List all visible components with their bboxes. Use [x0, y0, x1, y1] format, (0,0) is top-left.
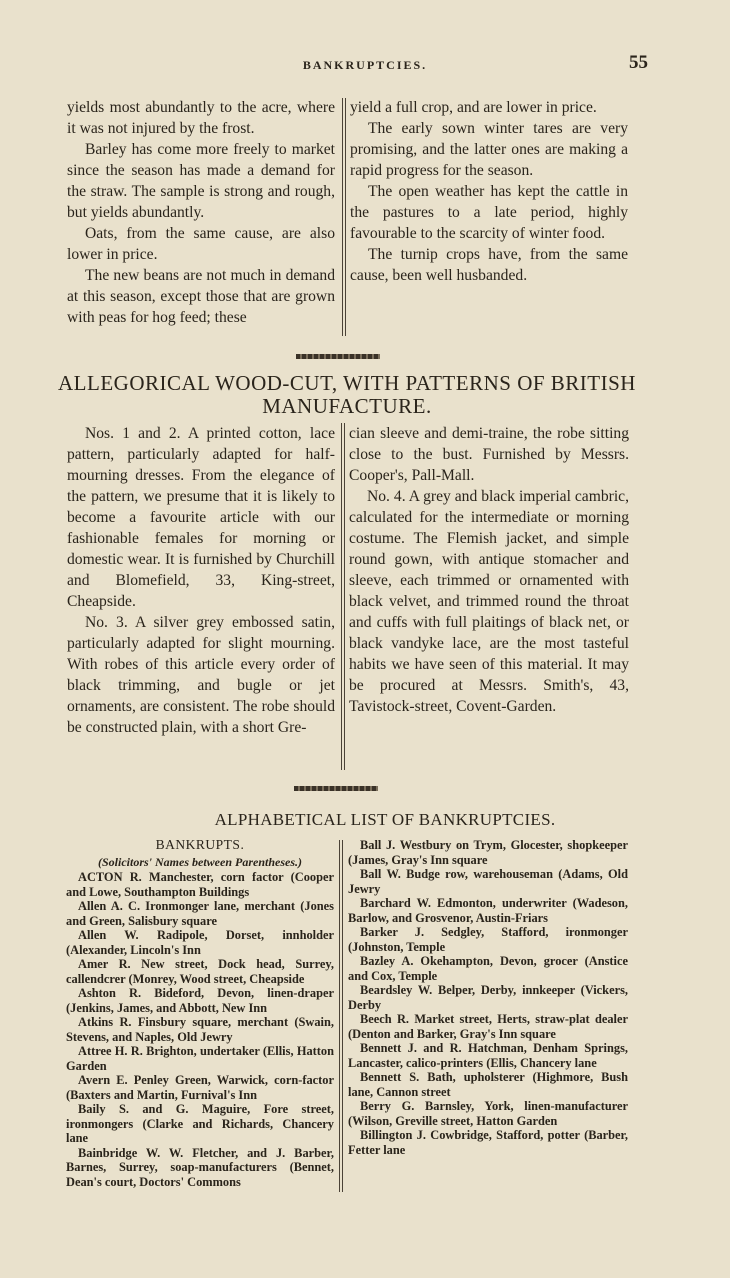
woodcut-left-column	[67, 423, 335, 738]
paragraph: The open weather has kept the cattle in the pastures to a late period, highly favourable to the scarcity of winter food.	[350, 183, 628, 242]
solicitors-note: (Solicitors' Names between Parentheses.)	[98, 854, 302, 869]
list-item: Allen W. Radipole, Dorset, innholder (Alexander, Lincoln's Inn	[66, 928, 334, 957]
column-divider	[341, 423, 345, 770]
ornamental-rule	[294, 786, 378, 791]
woodcut-right-column	[349, 423, 629, 717]
paragraph: The early sown winter tares are very promising, and the latter ones are making a rapid progress for the season.	[350, 120, 628, 179]
paragraph: Nos. 1 and 2. A printed cotton, lace pattern, particularly adapted for half-mourning dresses. From the elegance of the pattern, we presume that it is likely to become a favourite article with our fashionable females for morning or domestic wear. It is furnished by Churchill and Blomefield, 33, King-street, Cheapside.	[67, 425, 335, 610]
bankrupts-subheading: BANKRUPTS.	[155, 837, 245, 852]
list-item: Avern E. Penley Green, Warwick, corn-factor (Baxters and Martin, Furnival's Inn	[66, 1073, 334, 1102]
page-number: 55	[629, 52, 648, 73]
column-divider	[342, 98, 346, 336]
list-item: Atkins R. Finsbury square, merchant (Swain, Stevens, and Naples, Old Jewry	[66, 1015, 334, 1044]
list-item: ACTON R. Manchester, corn factor (Cooper and Lowe, Southampton Buildings	[66, 870, 334, 899]
list-item: Amer R. New street, Dock head, Surrey, callendcrer (Monrey, Wood street, Cheapside	[66, 957, 334, 986]
paragraph: yields most abundantly to the acre, where it was not injured by the frost.	[67, 99, 335, 137]
list-item: Beech R. Market street, Herts, straw-plat dealer (Denton and Barker, Gray's Inn square	[348, 1012, 628, 1041]
paragraph: Barley has come more freely to market since the season has made a demand for the straw. The sample is strong and rough, but yields abundantly.	[67, 141, 335, 221]
list-item: Bazley A. Okehampton, Devon, grocer (Anstice and Cox, Temple	[348, 954, 628, 983]
list-item: Ball W. Budge row, warehouseman (Adams, Old Jewry	[348, 867, 628, 896]
paragraph: yield a full crop, and are lower in price.	[350, 99, 597, 116]
list-item: Allen A. C. Ironmonger lane, merchant (Jones and Green, Salisbury square	[66, 899, 334, 928]
list-item: Billington J. Cowbridge, Stafford, potter (Barber, Fetter lane	[348, 1128, 628, 1157]
list-item: Berry G. Barnsley, York, linen-manufacturer (Wilson, Greville street, Hatton Garden	[348, 1099, 628, 1128]
article-heading-line: ALLEGORICAL WOOD-CUT, WITH PATTERNS OF BRITISH	[58, 371, 636, 395]
paragraph: The turnip crops have, from the same cause, been well husbanded.	[350, 246, 628, 284]
agriculture-left-column	[67, 97, 335, 328]
running-head	[0, 52, 730, 76]
list-item: Bainbridge W. W. Fletcher, and J. Barber, Barnes, Surrey, soap-manufacturers (Bennet, Dean's court, Doctors' Commons	[66, 1145, 334, 1189]
list-item: Ashton R. Bideford, Devon, linen-draper (Jenkins, James, and Abbott, New Inn	[66, 986, 334, 1015]
paragraph: No. 4. A grey and black imperial cambric, calculated for the intermediate or morning costume. The Flemish jacket, and simple round gown, with antique stomacher and sleeve, each trimmed or ornamented with black velvet, and trimmed round the throat and cuffs with full plaitings of black net, or black vandyke lace, are the most tasteful habits we have seen of this material. It may be procured at Messrs. Smith's, 43, Tavistock-street, Covent-Garden.	[349, 488, 629, 715]
column-divider	[339, 840, 343, 1192]
list-item: Baily S. and G. Maguire, Fore street, ironmongers (Clarke and Richards, Chancery lane	[66, 1102, 334, 1145]
list-item: Bennett S. Bath, upholsterer (Highmore, Bush lane, Cannon street	[348, 1070, 628, 1099]
ornamental-rule	[296, 354, 380, 359]
paragraph: The new beans are not much in demand at this season, except those that are grown with peas for hog feed; these	[67, 267, 335, 326]
list-item: Ball J. Westbury on Trym, Glocester, shopkeeper (James, Gray's Inn square	[348, 838, 628, 867]
list-item: Barchard W. Edmonton, underwriter (Wadeson, Barlow, and Grosvenor, Austin-Friars	[348, 896, 628, 925]
list-item: Attree H. R. Brighton, undertaker (Ellis, Hatton Garden	[66, 1044, 334, 1073]
list-item: Bennett J. and R. Hatchman, Denham Springs, Lancaster, calico-printers (Ellis, Chancery lane	[348, 1041, 628, 1070]
paragraph: Oats, from the same cause, are also lower in price.	[67, 225, 335, 263]
article-heading-line: MANUFACTURE.	[262, 394, 432, 418]
bankrupts-right-column	[348, 838, 628, 1157]
agriculture-right-column	[350, 97, 628, 286]
running-head-title: BANKRUPTCIES.	[302, 58, 428, 72]
section-heading: ALPHABETICAL LIST OF BANKRUPTCIES.	[214, 810, 556, 829]
list-item: Beardsley W. Belper, Derby, innkeeper (Vickers, Derby	[348, 983, 628, 1012]
article-heading	[22, 372, 672, 418]
bankrupts-left-column	[66, 838, 334, 1189]
paragraph: cian sleeve and demi-traine, the robe sitting close to the bust. Furnished by Messrs. Cooper's, Pall-Mall.	[349, 425, 629, 484]
paragraph: No. 3. A silver grey embossed satin, particularly adapted for slight mourning. With robes of this article every order of black trimming, and bugle or jet ornaments, are consistent. The robe should be constructed plain, with a short Gre-	[67, 614, 335, 736]
list-item: Barker J. Sedgley, Stafford, ironmonger (Johnston, Temple	[348, 925, 628, 954]
